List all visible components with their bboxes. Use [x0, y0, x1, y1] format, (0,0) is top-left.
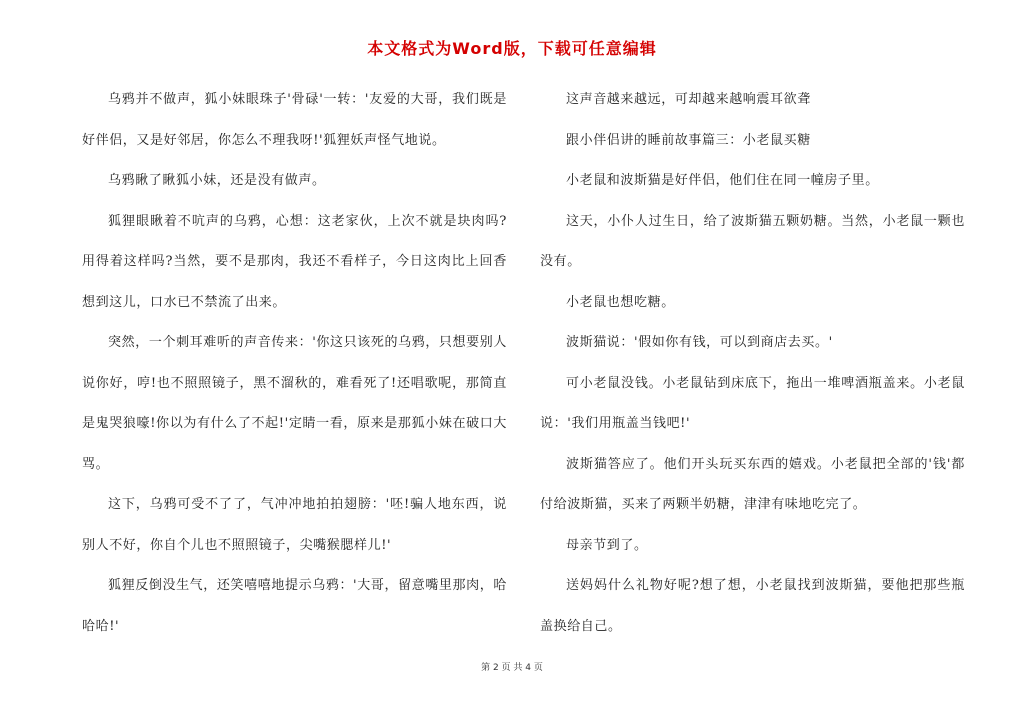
- paragraph: 波斯猫说：'假如你有钱，可以到商店去买。': [566, 335, 833, 350]
- paragraph: 小老鼠也想吃糖。: [566, 294, 675, 310]
- paragraph: 狐狸反倒没生气，还笑嘻嘻地提示乌鸦：'大哥，留意嘴里那肉，哈哈哈!': [82, 578, 507, 634]
- paragraph: 小老鼠和波斯猫是好伴侣，他们住在同一幢房子里。: [566, 173, 879, 188]
- paragraph: 这声音越来越远，可却越来越响震耳欲聋: [566, 92, 811, 107]
- page-number: 第 2 页 共 4 页: [481, 663, 543, 673]
- paragraph: 狐狸眼瞅着不吭声的乌鸦，心想：这老家伙，上次不就是块肉吗?用得着这样吗?当然，要不是那肉，我还不看样子，今日这肉比上回香想到这儿，口水已不禁流了出来。: [82, 213, 507, 310]
- section-heading: 跟小伴侣讲的睡前故事篇三：小老鼠买糖: [566, 132, 811, 148]
- paragraph: 母亲节到了。: [566, 537, 648, 553]
- paragraph: 这下，乌鸦可受不了了，气冲冲地拍拍翅膀：'呸!骗人地东西，说别人不好，你自个儿也不照照镜子，尖嘴猴腮样儿!': [82, 497, 507, 553]
- download-banner: 本文格式为Word版，下载可任意编辑: [367, 39, 657, 58]
- paragraph: 乌鸦瞅了瞅狐小妹，还是没有做声。: [108, 173, 326, 188]
- paragraph: 这天，小仆人过生日，给了波斯猫五颗奶糖。当然，小老鼠一颗也没有。: [540, 213, 965, 269]
- paragraph: 突然，一个刺耳难听的声音传来：'你这只该死的乌鸦，只想要别人说你好，哼!也不照照镜子，黑不溜秋的，难看死了!还唱歌呢，那简直是鬼哭狼嚎!你以为有什么了不起!'定睛一看，原来是那狐小妹在破口大骂。: [82, 335, 507, 472]
- right-column: [540, 80, 965, 647]
- paragraph: 波斯猫答应了。他们开头玩买东西的嬉戏。小老鼠把全部的'钱'都付给波斯猫，买来了两颗半奶糖，津津有味地吃完了。: [540, 456, 965, 512]
- paragraph: 可小老鼠没钱。小老鼠钻到床底下，拖出一堆啤酒瓶盖来。小老鼠说：'我们用瓶盖当钱吧!': [540, 375, 965, 431]
- paragraph: 送妈妈什么礼物好呢?想了想，小老鼠找到波斯猫，要他把那些瓶盖换给自己。: [540, 578, 965, 634]
- paragraph: 乌鸦并不做声，狐小妹眼珠子'骨碌'一转：'友爱的大哥，我们既是好伴侣，又是好邻居，你怎么不理我呀!'狐狸妖声怪气地说。: [82, 92, 507, 148]
- left-column: [82, 80, 507, 647]
